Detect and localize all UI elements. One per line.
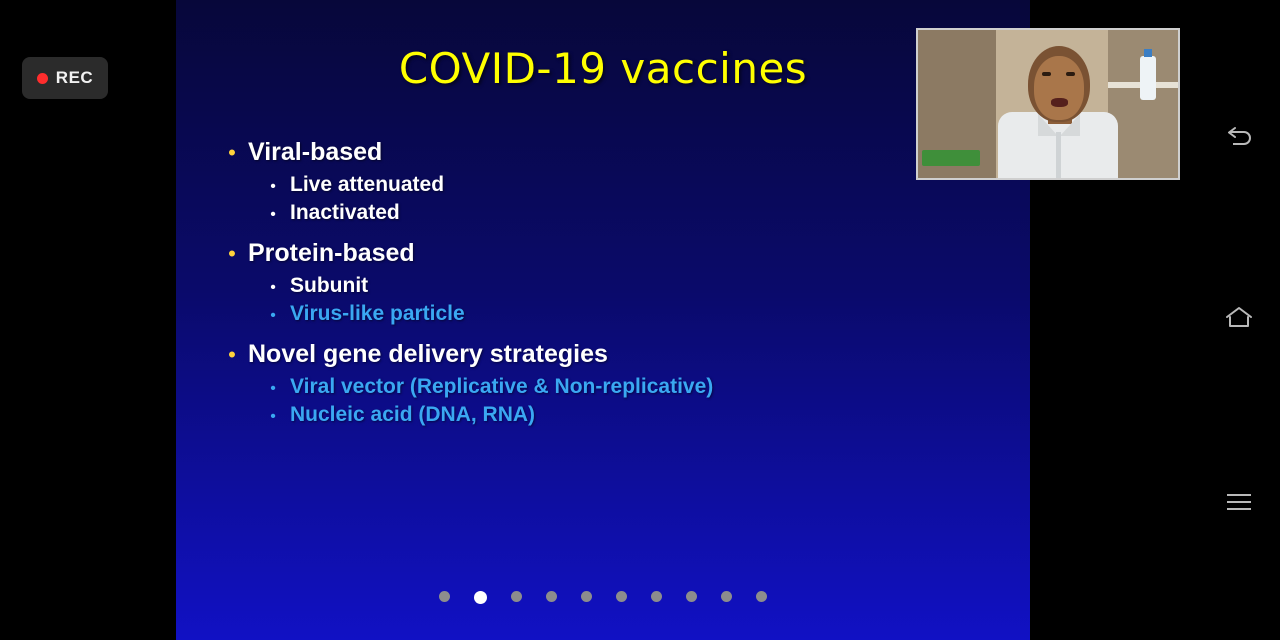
back-arrow-icon — [1224, 126, 1254, 150]
bullet-item — [216, 375, 1006, 399]
bullet-marker-icon: • — [228, 342, 236, 367]
record-dot-icon — [37, 73, 48, 84]
bullet-text: Virus-like particle — [290, 302, 465, 325]
bullet-marker-icon: • — [270, 178, 276, 195]
pagination-dot[interactable] — [756, 591, 767, 602]
presenter-video-overlay[interactable] — [916, 28, 1180, 180]
pagination-dot[interactable] — [546, 591, 557, 602]
pagination-dot-active[interactable] — [474, 591, 487, 604]
pagination-dot[interactable] — [439, 591, 450, 602]
hamburger-menu-icon — [1224, 491, 1254, 513]
recording-badge[interactable] — [22, 57, 108, 99]
bullet-marker-icon: • — [270, 279, 276, 296]
slide-title: COVID-19 vaccines — [398, 44, 808, 93]
bullet-text: Inactivated — [290, 201, 400, 224]
bullet-item — [216, 274, 1006, 298]
pagination-dot[interactable] — [511, 591, 522, 602]
system-navigation-bar — [1198, 0, 1280, 640]
bullet-marker-icon: • — [270, 380, 276, 397]
bullet-text: Viral-based — [248, 138, 383, 166]
recording-label: REC — [55, 68, 94, 87]
bullet-text: Novel gene delivery strategies — [248, 340, 608, 368]
bullet-text: Nucleic acid (DNA, RNA) — [290, 403, 536, 426]
bullet-text: Viral vector (Replicative & Non-replicative) — [290, 375, 714, 398]
pagination-dot[interactable] — [651, 591, 662, 602]
pagination-dot[interactable] — [721, 591, 732, 602]
presenter-figure — [1004, 46, 1112, 178]
bullet-text: Live attenuated — [290, 173, 445, 196]
video-bottle — [1140, 56, 1156, 100]
bullet-item — [216, 138, 1006, 167]
bullet-marker-icon: • — [228, 241, 236, 266]
slide-pagination[interactable] — [176, 591, 1030, 604]
bullet-item — [216, 201, 1006, 225]
home-icon — [1224, 305, 1254, 331]
pagination-dot[interactable] — [686, 591, 697, 602]
bullet-marker-icon: • — [270, 307, 276, 324]
presentation-slide[interactable] — [176, 0, 1030, 640]
bullet-item — [216, 173, 1006, 197]
bullet-text: Subunit — [290, 274, 369, 297]
bullet-marker-icon: • — [270, 408, 276, 425]
back-button[interactable] — [1198, 108, 1280, 168]
video-shelf — [1108, 30, 1178, 178]
menu-button[interactable] — [1198, 472, 1280, 532]
bullet-item — [216, 403, 1006, 427]
pagination-dot[interactable] — [581, 591, 592, 602]
home-button[interactable] — [1198, 288, 1280, 348]
bullet-text: Protein-based — [248, 239, 415, 267]
bullet-item — [216, 340, 1006, 369]
slide-bullet-list — [216, 138, 1006, 431]
bullet-item — [216, 239, 1006, 268]
pagination-dot[interactable] — [616, 591, 627, 602]
video-green-object — [922, 150, 980, 166]
bullet-marker-icon: • — [270, 206, 276, 223]
bullet-item — [216, 302, 1006, 326]
bullet-marker-icon: • — [228, 140, 236, 165]
